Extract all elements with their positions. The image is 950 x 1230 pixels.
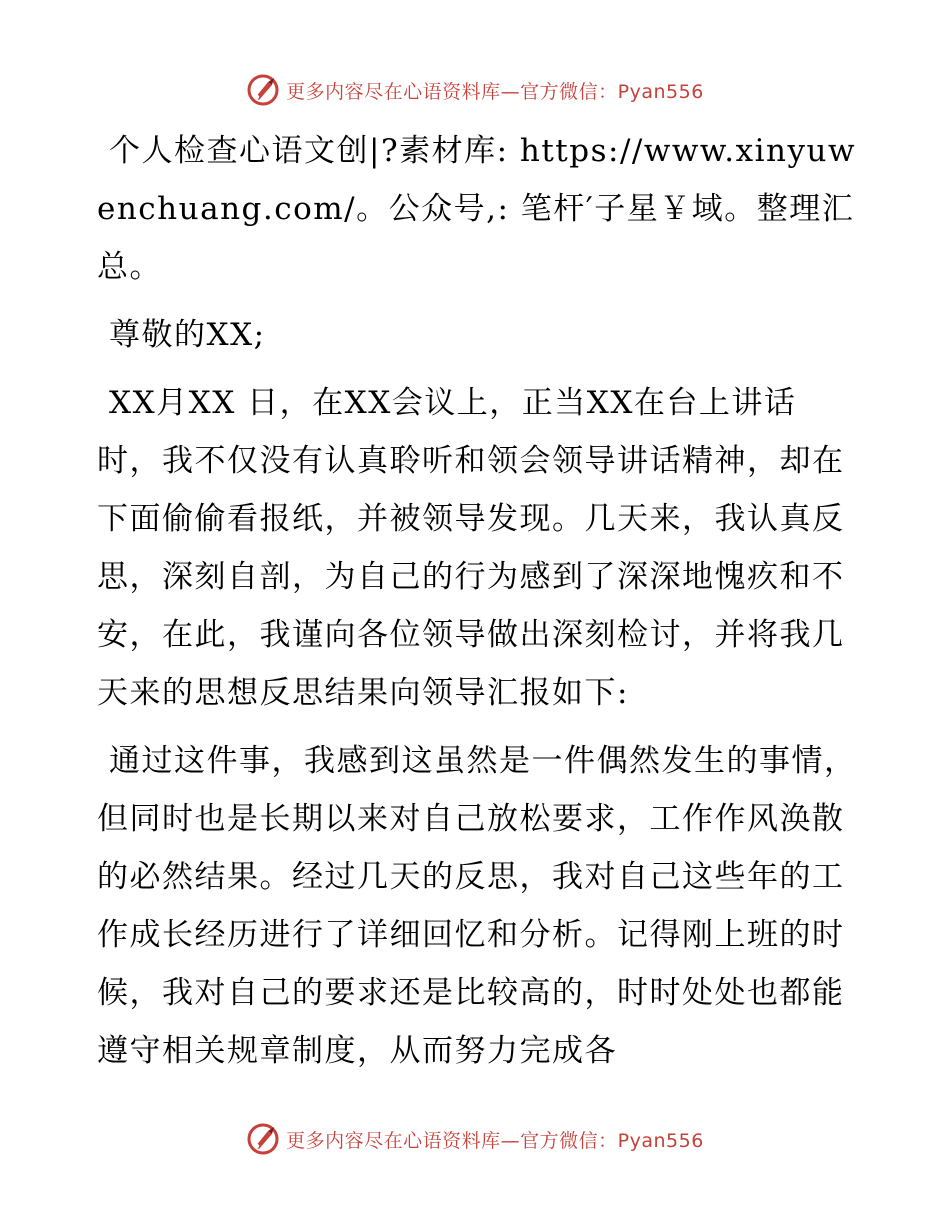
header-banner bbox=[0, 70, 950, 110]
paragraph-incident: XX月XX 日，在XX会议上，正当XX在台上讲话时，我不仅没有认真聆听和领会领导讲话精神，却在下面偷偷看报纸，并被领导发现。几天来，我认真反思，深刻自剖，为自己的行为感到了深深地愧疚和不安，在此，我谨向各位领导做出深刻检讨，并将我几天来的思想反思结果向领导汇报如下: bbox=[97, 385, 845, 711]
paragraph-salutation: 尊敬的XX; bbox=[109, 317, 266, 353]
footer-banner-text: 更多内容尽在心语资料库—官方微信：Pyan556 bbox=[286, 1129, 704, 1152]
document-body bbox=[97, 122, 857, 1090]
quill-seal-logo-icon bbox=[246, 1122, 280, 1156]
header-banner-text: 更多内容尽在心语资料库—官方微信：Pyan556 bbox=[286, 80, 704, 103]
paragraph-source-note: 个人检查心语文创|?素材库: https://www.xinyuwenchuang.com/。公众号,: 笔杆′子星￥域。整理汇总。 bbox=[97, 133, 856, 285]
paragraph-reflection: 通过这件事，我感到这虽然是一件偶然发生的事情，但同时也是长期以来对自己放松要求，工作作风涣散的必然结果。经过几天的反思，我对自己这些年的工作成长经历进行了详细回忆和分析。记得刚上班的时候，我对自己的要求还是比较高的，时时处处也都能遵守相关规章制度，从而努力完成各 bbox=[97, 743, 857, 1069]
footer-banner bbox=[0, 1119, 950, 1159]
quill-seal-logo-icon bbox=[246, 73, 280, 107]
